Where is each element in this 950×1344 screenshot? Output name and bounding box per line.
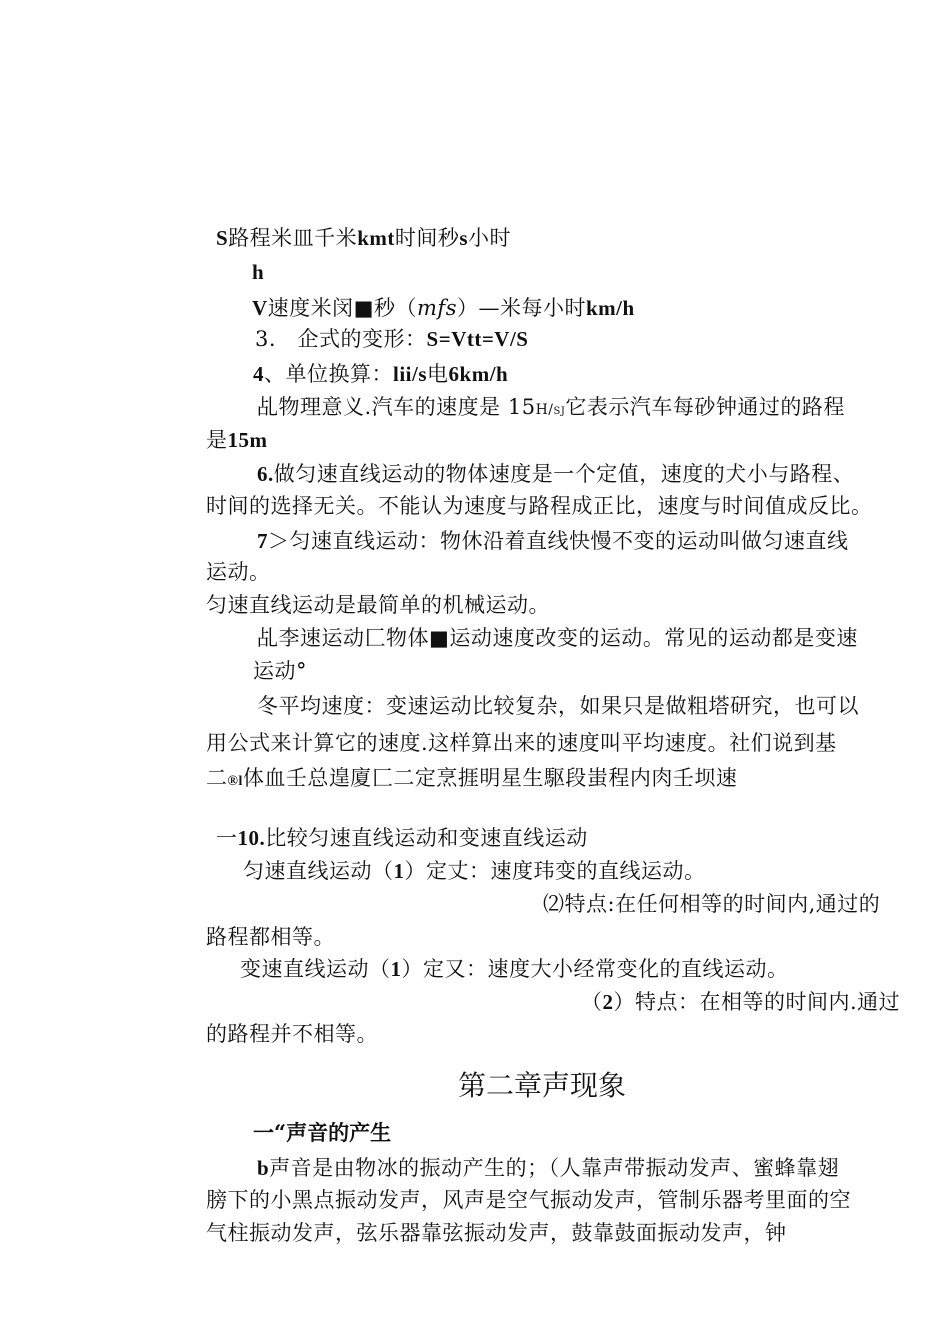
text-line: 运动°: [253, 659, 307, 683]
text-line: 气柱振动发声，弦乐器靠弦振动发声，鼓靠鼓面振动发声，钟: [206, 1221, 787, 1245]
text-line: 乩物理意义.汽车的速度是 15H/SJ它表示汽车每砂钟通过的路程: [257, 395, 845, 419]
text-line: 运动。: [206, 560, 271, 584]
text-line: ⑵特点:在任何相等的时间内,通过的: [543, 892, 881, 916]
text-line: 6.做匀速直线运动的物体速度是一个定值，速度的犬小与路程、: [257, 462, 855, 486]
text-line: 4、单位换算：lii/s电6km/h: [253, 362, 509, 386]
text-line: 变速直线运动（1）定又：速度大小经常变化的直线运动。: [240, 957, 789, 981]
text-line: 匀速直线运动（1）定丈：速度玮变的直线运动。: [243, 859, 706, 883]
text-line: S路程米皿千米kmt时间秒s小时: [216, 226, 512, 250]
text-line: 7＞匀速直线运动：物休沿着直线快慢不变的运动叫做匀速直线: [257, 529, 849, 553]
text-line: h: [252, 260, 265, 284]
text-line: b声音是由物冰的振动产生的；（人靠声带振动发声、蜜蜂靠翅: [257, 1156, 840, 1180]
text-line: 二®l体血壬总遑廈匚二定烹捱明星生駆段蚩程内肉壬坝速: [206, 766, 738, 790]
text-line: 乩李速运动匚物体■运动速度改变的运动。常见的运动都是变速: [257, 626, 858, 650]
text-line: 路程都相等。: [206, 925, 335, 949]
text-line: 3. 企式的变形：S=Vtt=V/S: [255, 327, 529, 351]
section-heading: 一“声音的产生: [253, 1120, 392, 1145]
text-line: 时间的选择无关。不能认为速度与路程成正比，速度与时间值成反比。: [206, 494, 873, 518]
text-line: 冬平均速度：变速运动比较复杂，如果只是做粗塔研究，也可以: [257, 694, 859, 718]
text-line: V速度米闵■秒（mfs）—米每小时km/h: [252, 296, 635, 320]
text-line: 一10.比较匀速直线运动和变速直线运动: [216, 826, 588, 850]
text-line: 是15m: [206, 428, 268, 452]
text-line: 膀下的小黑点振动发声，风声是空气振动发声，管制乐器考里面的空: [206, 1188, 851, 1212]
text-line: 用公式来计算它的速度.这样算出来的速度叫平均速度。社们说到基: [206, 731, 837, 755]
text-line: 的路程并不相等。: [206, 1022, 378, 1046]
text-line: （2）特点：在相等的时间内.通过: [581, 990, 901, 1014]
text-line: 匀速直线运动是最简单的机械运动。: [206, 593, 550, 617]
chapter-title: 第二章声现象: [458, 1069, 627, 1102]
